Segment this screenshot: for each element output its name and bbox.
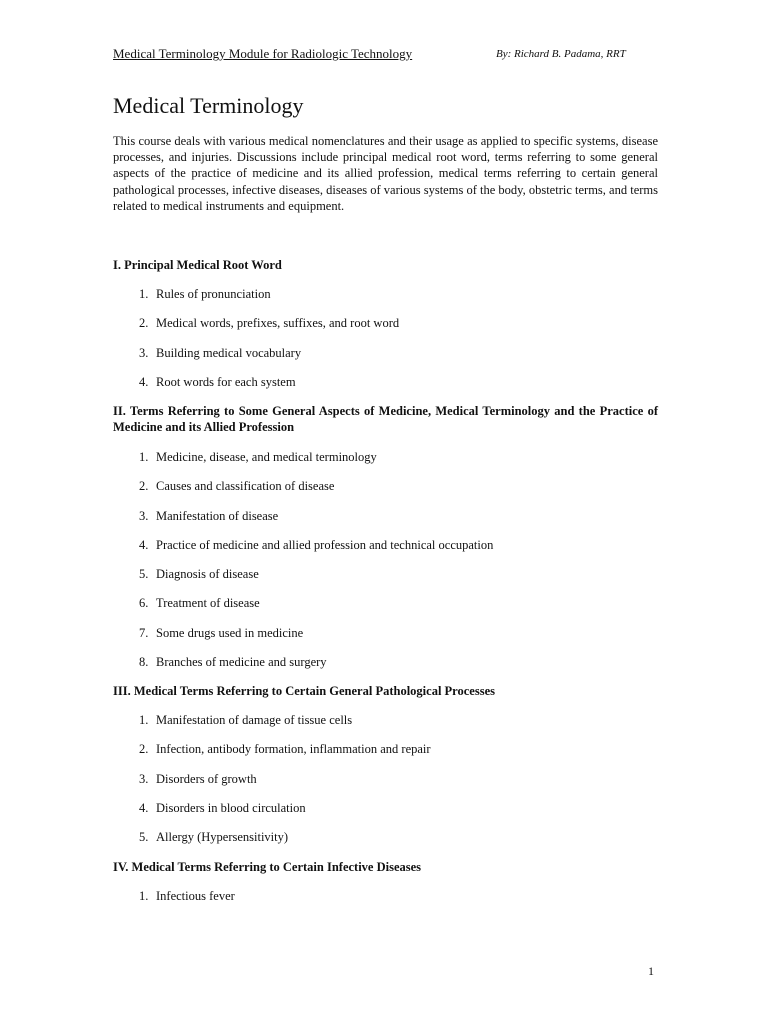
page-title: Medical Terminology [113,93,304,118]
section-3-list [113,712,658,858]
list-item [113,654,658,683]
section-heading: III. Medical Terms Referring to Certain General Pathological Processes [113,684,495,698]
item-text: Some drugs used in medicine [156,625,304,640]
item-number: 2. [139,316,149,331]
item-text: Allergy (Hypersensitivity) [156,830,289,845]
list-item [113,508,658,537]
item-number: 5. [139,567,149,582]
list-item [113,345,658,374]
item-number: 8. [139,655,149,670]
item-number: 3. [139,345,149,360]
item-number: 4. [139,537,149,552]
item-text: Root words for each system [156,374,296,389]
list-item [113,286,658,315]
list-item [113,800,658,829]
section-heading: IV. Medical Terms Referring to Certain Infective Diseases [113,860,422,874]
item-text: Manifestation of disease [156,508,279,523]
item-number: 1. [139,287,149,301]
item-number: 3. [139,508,149,523]
item-text: Rules of pronunciation [156,287,271,301]
section-heading: II. Terms Referring to Some General Aspects of Medicine, Medical Terminology and the Practice of Medicine and its Allied Profession [113,404,658,434]
item-number: 4. [139,800,149,815]
item-text: Manifestation of damage of tissue cells [156,713,353,727]
item-text: Medical words, prefixes, suffixes, and root word [156,316,400,331]
list-item [113,478,658,507]
section-2-list [113,449,658,683]
item-number: 1. [139,889,149,903]
list-item [113,771,658,800]
list-item [113,566,658,595]
section-4 [113,859,658,917]
item-text: Infectious fever [156,889,235,903]
item-text: Disorders of growth [156,771,257,786]
section-4-list [113,888,658,917]
item-text: Diagnosis of disease [156,567,259,582]
list-item [113,449,658,478]
list-item [113,625,658,654]
list-item [113,888,658,917]
section-2 [113,403,658,683]
header-module-title: Medical Terminology Module for Radiologic Technology [113,46,413,61]
header-author: By: Richard B. Padama, RRT [496,48,626,60]
list-item [113,595,658,624]
item-text: Medicine, disease, and medical terminology [156,450,377,464]
item-number: 7. [139,625,149,640]
item-number: 1. [139,450,149,464]
item-text: Treatment of disease [156,596,260,611]
item-number: 1. [139,713,149,727]
list-item [113,374,658,403]
list-item [113,712,658,741]
item-text: Practice of medicine and allied profession and technical occupation [156,537,494,552]
item-text: Branches of medicine and surgery [156,655,327,670]
list-item [113,315,658,344]
item-number: 3. [139,771,149,786]
item-number: 4. [139,374,149,389]
intro-paragraph: This course deals with various medical nomenclatures and their usage as applied to specific systems, disease processes, and injuries. Discussions include principal medical root word, terms referring to some general aspects of the practice of medicine and its allied profession, medical terms referring to certain general pathological processes, infective diseases, diseases of various systems of the body, obstetric terms, and terms related to medical instruments and equipment. [113,134,658,213]
item-number: 5. [139,830,149,845]
list-item [113,537,658,566]
page-number: 1 [648,964,654,978]
item-text: Causes and classification of disease [156,479,335,494]
section-1 [113,257,658,403]
list-item [113,829,658,858]
section-heading: I. Principal Medical Root Word [113,258,282,272]
list-item [113,741,658,770]
item-number: 6. [139,596,149,611]
item-text: Building medical vocabulary [156,345,302,360]
section-1-list [113,286,658,403]
section-3 [113,683,658,858]
item-number: 2. [139,742,149,757]
item-text: Infection, antibody formation, inflammation and repair [156,742,431,757]
item-number: 2. [139,479,149,494]
page-header [113,46,658,64]
item-text: Disorders in blood circulation [156,800,306,815]
